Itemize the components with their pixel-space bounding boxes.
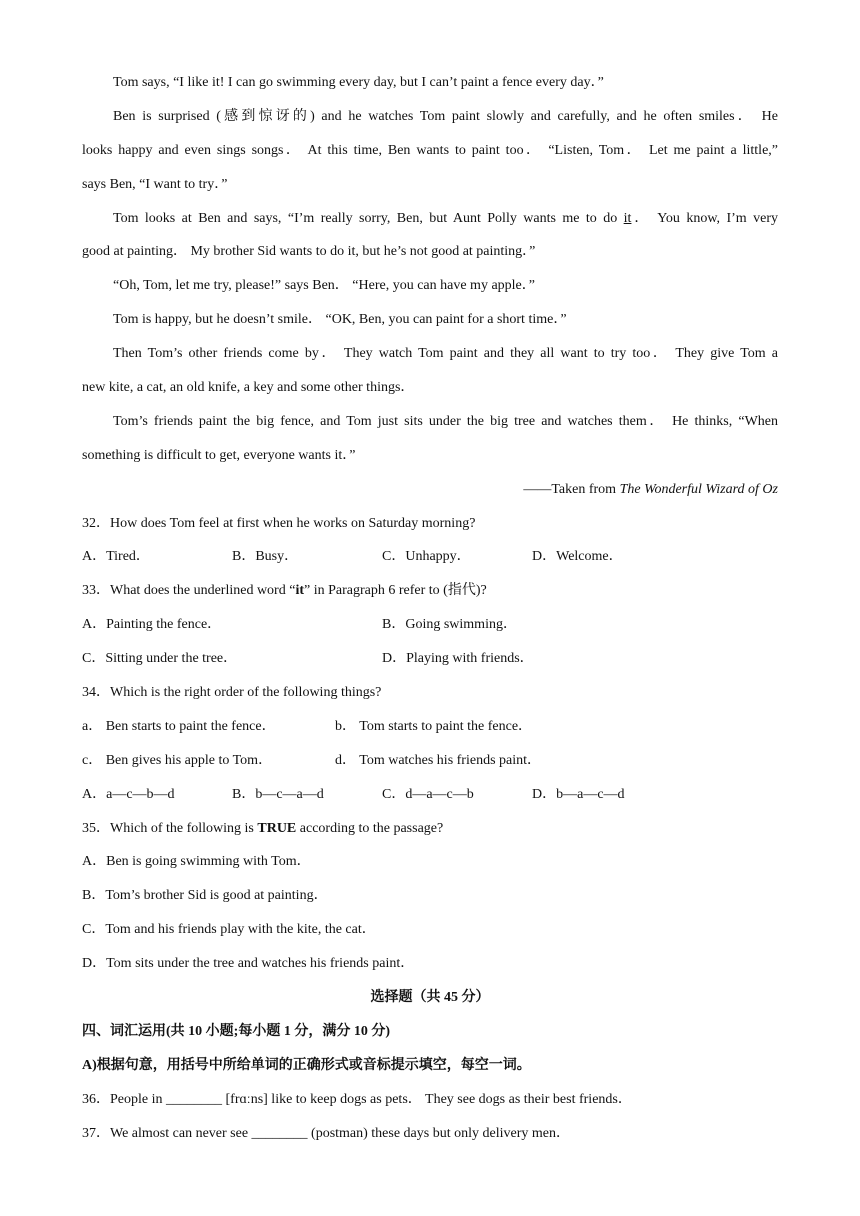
question-32-options	[82, 540, 778, 574]
question-34-items-row2	[82, 744, 778, 778]
question-36: 36．People in ________ [frɑːns] like to keep dogs as pets． They see dogs as their best friends．	[82, 1091, 632, 1107]
part-instructions: A)根据句意，用括号中所给单词的正确形式或音标提示填空，每空一词。	[82, 1057, 531, 1073]
passage-line: new kite, a cat, an old knife, a key and some other things．	[82, 380, 415, 396]
question-33-stem	[82, 574, 778, 608]
passage-paragraph	[82, 202, 778, 236]
option-c: C．Tom and his friends play with the kite, the cat．	[82, 922, 376, 938]
passage-line: looks happy and even sings songs． At this time, Ben wants to paint too． “Listen, Tom． Let me paint a little,”	[82, 142, 778, 158]
stem-text: 33．What does the underlined word “	[82, 583, 296, 599]
passage-text: ． You know, I’m very	[631, 210, 778, 226]
option-d: D．Welcome．	[532, 549, 623, 565]
passage-text: Tom looks at Ben and says, “I’m really sorry, Ben, but Aunt Polly wants me to do	[113, 210, 624, 226]
source-title: The Wonderful Wizard of Oz	[619, 481, 778, 497]
passage-paragraph: “Oh, Tom, let me try, please!” says Ben． “Here, you can have my apple．”	[113, 278, 535, 294]
option-b: B．Busy．	[232, 549, 299, 565]
option-c: C．d—a—c—b	[382, 786, 474, 802]
option-b: B．Tom’s brother Sid is good at painting．	[82, 888, 328, 904]
event-item-c: c． Ben gives his apple to Tom．	[82, 752, 273, 768]
option-d: D．b—a—c—d	[532, 786, 625, 802]
question-32-stem: 32．How does Tom feel at first when he works on Saturday morning?	[82, 515, 476, 531]
option-a: A．Painting the fence．	[82, 617, 222, 633]
passage-line: says Ben, “I want to try．”	[82, 176, 228, 192]
option-a: A．a—c—b—d	[82, 786, 175, 802]
stem-keyword: it	[295, 583, 305, 599]
part-heading: 四、词汇运用(共 10 小题;每小题 1 分，满分 10 分)	[82, 1023, 390, 1039]
section-heading: 选择题（共 45 分）	[370, 990, 490, 1006]
passage-line: something is difficult to get, everyone wants it．”	[82, 447, 356, 463]
option-a: A．Tired．	[82, 549, 150, 565]
option-c: C．Sitting under the tree．	[82, 651, 238, 667]
option-c: C．Unhappy．	[382, 549, 471, 565]
underlined-word: it	[623, 210, 632, 226]
passage-paragraph: Tom’s friends paint the big fence, and Tom just sits under the big tree and watches them． He thinks, “When	[113, 413, 778, 429]
question-34-items-row1	[82, 710, 778, 744]
source-prefix: ——Taken from	[523, 481, 620, 497]
option-b: B．Going swimming．	[382, 617, 517, 633]
event-item-a: a． Ben starts to paint the fence．	[82, 718, 276, 734]
option-d: D．Tom sits under the tree and watches his friends paint．	[82, 956, 415, 972]
stem-keyword: TRUE	[257, 820, 297, 836]
passage-paragraph: Ben is surprised (感到惊讶的) and he watches Tom paint slowly and carefully, and he often smiles． He	[113, 108, 778, 124]
option-d: D．Playing with friends．	[382, 651, 534, 667]
event-item-b: b． Tom starts to paint the fence．	[335, 718, 533, 734]
question-34-stem: 34．Which is the right order of the following things?	[82, 685, 382, 701]
question-33-options-row1	[82, 608, 778, 642]
passage-paragraph: Tom says, “I like it! I can go swimming every day, but I can’t paint a fence every day．”	[113, 75, 604, 90]
passage-source	[82, 473, 778, 507]
question-35-stem	[82, 812, 778, 846]
stem-text: ” in Paragraph 6 refer to (指代)?	[304, 583, 487, 599]
passage-line: good at painting． My brother Sid wants to do it, but he’s not good at painting．”	[82, 244, 536, 260]
question-37: 37．We almost can never see ________ (postman) these days but only delivery men．	[82, 1125, 570, 1141]
option-a: A．Ben is going swimming with Tom．	[82, 854, 311, 870]
question-33-options-row2	[82, 642, 778, 676]
exam-page	[82, 66, 778, 1151]
passage-paragraph: Tom is happy, but he doesn’t smile． “OK, Ben, you can paint for a short time．”	[113, 312, 567, 328]
passage-paragraph: Then Tom’s other friends come by． They watch Tom paint and they all want to try too． They give Tom a	[113, 346, 778, 362]
event-item-d: d． Tom watches his friends paint．	[335, 752, 542, 768]
stem-text: 35．Which of the following is	[82, 820, 258, 836]
option-b: B．b—c—a—d	[232, 786, 324, 802]
stem-text: according to the passage?	[296, 820, 444, 836]
question-34-options	[82, 778, 778, 812]
